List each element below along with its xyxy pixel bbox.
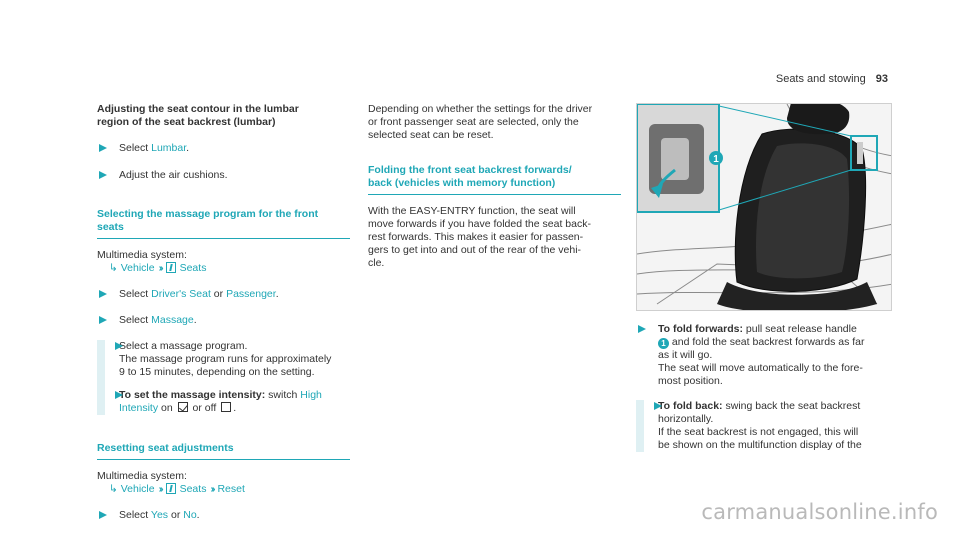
- double-chevron-icon: ››: [210, 483, 214, 495]
- reset-heading-text: Resetting seat adjustments: [97, 442, 234, 454]
- massage-heading-line: Selecting the massage program for the front: [97, 208, 319, 220]
- column-left: [97, 103, 350, 522]
- column-right: [636, 103, 892, 452]
- step-text: Select a massage program.: [119, 340, 248, 352]
- reset-link[interactable]: Reset: [217, 483, 245, 495]
- step-text: switch: [265, 389, 301, 401]
- fold-heading-line: back (vehicles with memory function): [368, 177, 556, 189]
- fold-heading-line: Folding the front seat backrest forwards/: [368, 164, 572, 176]
- step-bold: To fold back:: [658, 400, 723, 412]
- fold-description: [368, 205, 621, 270]
- step-text: most position.: [658, 375, 723, 387]
- page-header: [776, 73, 888, 86]
- fold-back-step: [658, 400, 892, 452]
- step-text: swing back the seat backrest: [722, 400, 861, 412]
- body-line: Depending on whether the settings for the driver: [368, 103, 593, 115]
- massage-step-select: [97, 314, 350, 327]
- lumbar-step-select: [97, 142, 350, 155]
- intensity-link[interactable]: Intensity: [119, 402, 159, 414]
- fold-heading: [368, 164, 621, 195]
- passenger-link[interactable]: Passenger: [226, 288, 276, 300]
- drivers-seat-link[interactable]: Driver's Seat: [151, 288, 211, 300]
- step-text: .: [186, 142, 190, 154]
- fold-back-block: [636, 400, 892, 452]
- seat-icon: [166, 483, 176, 494]
- reset-path: [97, 470, 350, 496]
- checkbox-empty-icon: [221, 402, 231, 412]
- body-line: cle.: [368, 257, 385, 269]
- body-line: gers to get into and out of the rear of the vehi-: [368, 244, 582, 256]
- watermark: carmanualsonline.info: [701, 500, 938, 524]
- step-text: .: [233, 402, 237, 414]
- body-line: move forwards if you have folded the seat back-: [368, 218, 591, 230]
- seats-link[interactable]: Seats: [179, 483, 207, 495]
- step-text: be shown on the multifunction display of the: [658, 439, 862, 451]
- vehicle-link[interactable]: Vehicle: [120, 262, 155, 274]
- step-text: .: [275, 288, 279, 300]
- intensity-step: [119, 389, 350, 415]
- lumbar-step-adjust: [97, 169, 350, 182]
- massage-step-seat: [97, 288, 350, 301]
- massage-link[interactable]: Massage: [151, 314, 194, 326]
- page-number: 93: [875, 73, 888, 85]
- step-text: .: [196, 509, 200, 521]
- callout-badge-inline: 1: [658, 338, 669, 349]
- high-link[interactable]: High: [300, 389, 322, 401]
- step-text: If the seat backrest is not engaged, this will: [658, 426, 859, 438]
- vehicle-link[interactable]: Vehicle: [120, 483, 155, 495]
- step-text: Select: [119, 288, 152, 300]
- reset-step: [97, 509, 350, 522]
- seat-illustration: [636, 103, 892, 311]
- lumbar-heading-line: Adjusting the seat contour in the lumbar: [97, 103, 299, 115]
- step-text: Select: [119, 142, 152, 154]
- hook-arrow-icon: ↳: [109, 483, 118, 495]
- lumbar-link[interactable]: Lumbar: [151, 142, 187, 154]
- step-text: or off: [189, 402, 220, 414]
- massage-path: [97, 249, 350, 275]
- step-bold: To fold forwards:: [658, 323, 743, 335]
- double-chevron-icon: ››: [158, 262, 162, 274]
- seat-drawing: [637, 104, 892, 311]
- step-text: or: [168, 509, 184, 521]
- step-text: horizontally.: [658, 413, 714, 425]
- step-text: .: [193, 314, 197, 326]
- column-middle: [368, 103, 621, 270]
- callout-number: 1: [713, 154, 719, 165]
- double-chevron-icon: ››: [158, 483, 162, 495]
- seat-icon: [166, 262, 176, 273]
- hook-arrow-icon: ↳: [109, 262, 118, 274]
- step-text: The massage program runs for approximately: [119, 353, 332, 365]
- reset-intro: [368, 103, 621, 142]
- multimedia-label: Multimedia system:: [97, 249, 187, 261]
- step-text: The seat will move automatically to the fore-: [658, 362, 863, 374]
- fold-forward-step: [636, 323, 892, 388]
- reset-heading: [97, 442, 350, 460]
- yes-link[interactable]: Yes: [150, 509, 169, 521]
- step-text: 9 to 15 minutes, depending on the setting.: [119, 366, 315, 378]
- seats-link[interactable]: Seats: [179, 262, 207, 274]
- step-text: Select: [119, 314, 152, 326]
- body-line: With the EASY-ENTRY function, the seat will: [368, 205, 576, 217]
- menu-path: [97, 262, 350, 275]
- massage-program-block: [97, 340, 350, 415]
- massage-heading: [97, 208, 350, 239]
- menu-path: [97, 483, 350, 496]
- step-text: pull seat release handle: [742, 323, 857, 335]
- massage-heading-line: seats: [97, 221, 124, 233]
- lumbar-heading-line: region of the seat backrest (lumbar): [97, 116, 276, 128]
- no-link[interactable]: No: [183, 509, 197, 521]
- section-title: Seats and stowing: [775, 73, 866, 85]
- step-text: and fold the seat backrest forwards as far: [669, 336, 865, 348]
- step-bold: To set the massage intensity:: [119, 389, 266, 401]
- checkbox-checked-icon: [178, 402, 188, 412]
- massage-step-program: [119, 340, 350, 379]
- body-line: rest forwards. This makes it easier for passen-: [368, 231, 584, 243]
- body-line: selected seat can be reset.: [368, 129, 494, 141]
- step-text: or: [210, 288, 227, 300]
- multimedia-label: Multimedia system:: [97, 470, 187, 482]
- body-line: or front passenger seat are selected, only the: [368, 116, 579, 128]
- step-text: on: [158, 402, 176, 414]
- lumbar-heading: [97, 103, 350, 129]
- step-text: Adjust the air cushions.: [119, 169, 228, 181]
- step-text: Select: [119, 509, 151, 521]
- step-text: as it will go.: [658, 349, 713, 361]
